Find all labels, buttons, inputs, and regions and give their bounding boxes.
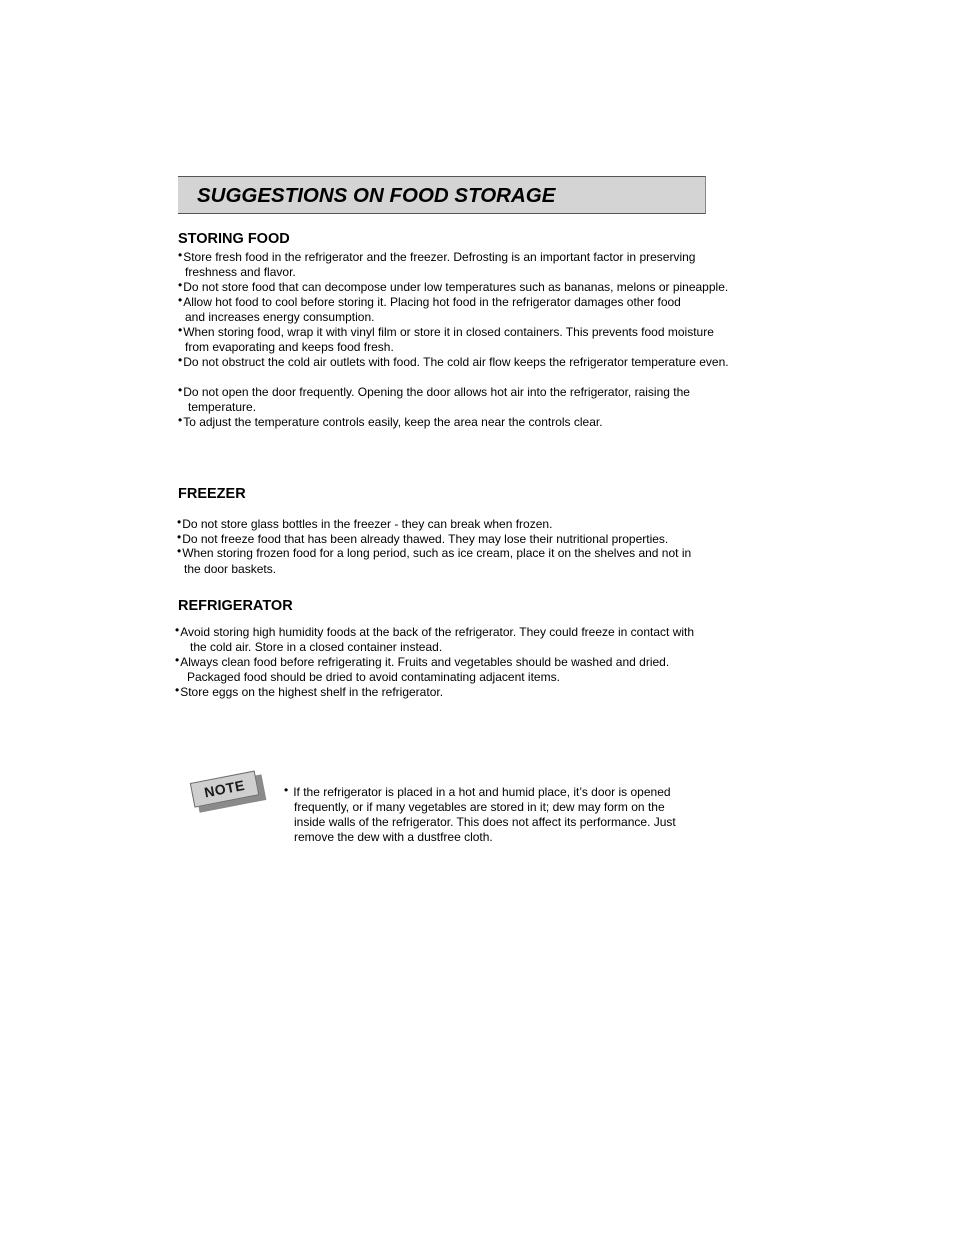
list-item-continuation: from evaporating and keeps food fresh. [185, 340, 394, 354]
list-item: •Avoid storing high humidity foods at the back of the refrigerator. They could freeze in contact with [175, 623, 695, 639]
list-item-continuation: the cold air. Store in a closed container instead. [190, 640, 443, 654]
bullet-icon: • [177, 530, 182, 544]
list-item-continuation: freshness and flavor. [185, 265, 296, 279]
bullet-icon: • [178, 293, 183, 307]
note-label: NOTE [190, 771, 260, 808]
bullet-icon: • [178, 353, 183, 367]
list-item: •Do not open the door frequently. Opening the door allows hot air into the refrigerator, raising the [178, 383, 690, 399]
list-item: •Always clean food before refrigerating it. Fruits and vegetables should be washed and dried. [175, 653, 670, 669]
note-text-line: • If the refrigerator is placed in a hot and humid place, it’s door is opened [284, 783, 671, 799]
list-item-continuation: and increases energy consumption. [185, 310, 375, 324]
list-item: •When storing frozen food for a long period, such as ice cream, place it on the shelves and not in [177, 544, 692, 560]
bullet-icon: • [177, 515, 182, 529]
list-item: •Do not store food that can decompose under low temperatures such as bananas, melons or pineapple. [178, 278, 729, 294]
page-title: SUGGESTIONS ON FOOD STORAGE [197, 184, 556, 207]
list-item-continuation: Packaged food should be dried to avoid contaminating adjacent items. [187, 670, 560, 684]
bullet-icon: • [175, 653, 180, 667]
note-badge [190, 769, 266, 812]
list-item: •Allow hot food to cool before storing it. Placing hot food in the refrigerator damages other food [178, 293, 681, 309]
bullet-icon: • [178, 413, 183, 427]
bullet-icon: • [178, 383, 183, 397]
list-item: •Store eggs on the highest shelf in the refrigerator. [175, 683, 444, 699]
list-item-continuation: the door baskets. [184, 562, 277, 576]
bullet-icon: • [178, 278, 183, 292]
list-item: •Do not obstruct the cold air outlets with food. The cold air flow keeps the refrigerator temperature even. [178, 353, 729, 369]
list-item: •Do not store glass bottles in the freezer - they can break when frozen. [177, 515, 553, 531]
storing-food-heading: STORING FOOD [178, 231, 290, 247]
bullet-icon: • [175, 623, 180, 637]
list-item-continuation: temperature. [188, 400, 257, 414]
list-item: •Store fresh food in the refrigerator and the freezer. Defrosting is an important factor in preserving [178, 248, 696, 264]
list-item: •To adjust the temperature controls easily, keep the area near the controls clear. [178, 413, 603, 429]
bullet-icon: • [177, 544, 182, 558]
bullet-icon: • [284, 783, 289, 797]
list-item: •Do not freeze food that has been already thawed. They may lose their nutritional properties. [177, 530, 669, 546]
page-title-bar [178, 176, 706, 214]
refrigerator-heading: REFRIGERATOR [178, 598, 293, 614]
list-item: •When storing food, wrap it with vinyl film or store it in closed containers. This prevents food moisture [178, 323, 714, 339]
bullet-icon: • [175, 683, 180, 697]
note-text-line: remove the dew with a dustfree cloth. [294, 830, 493, 844]
bullet-icon: • [178, 323, 183, 337]
freezer-heading: FREEZER [178, 486, 246, 502]
note-text-line: inside walls of the refrigerator. This does not affect its performance. Just [294, 815, 676, 829]
bullet-icon: • [178, 248, 183, 262]
note-text-line: frequently, or if many vegetables are stored in it; dew may form on the [294, 800, 665, 814]
